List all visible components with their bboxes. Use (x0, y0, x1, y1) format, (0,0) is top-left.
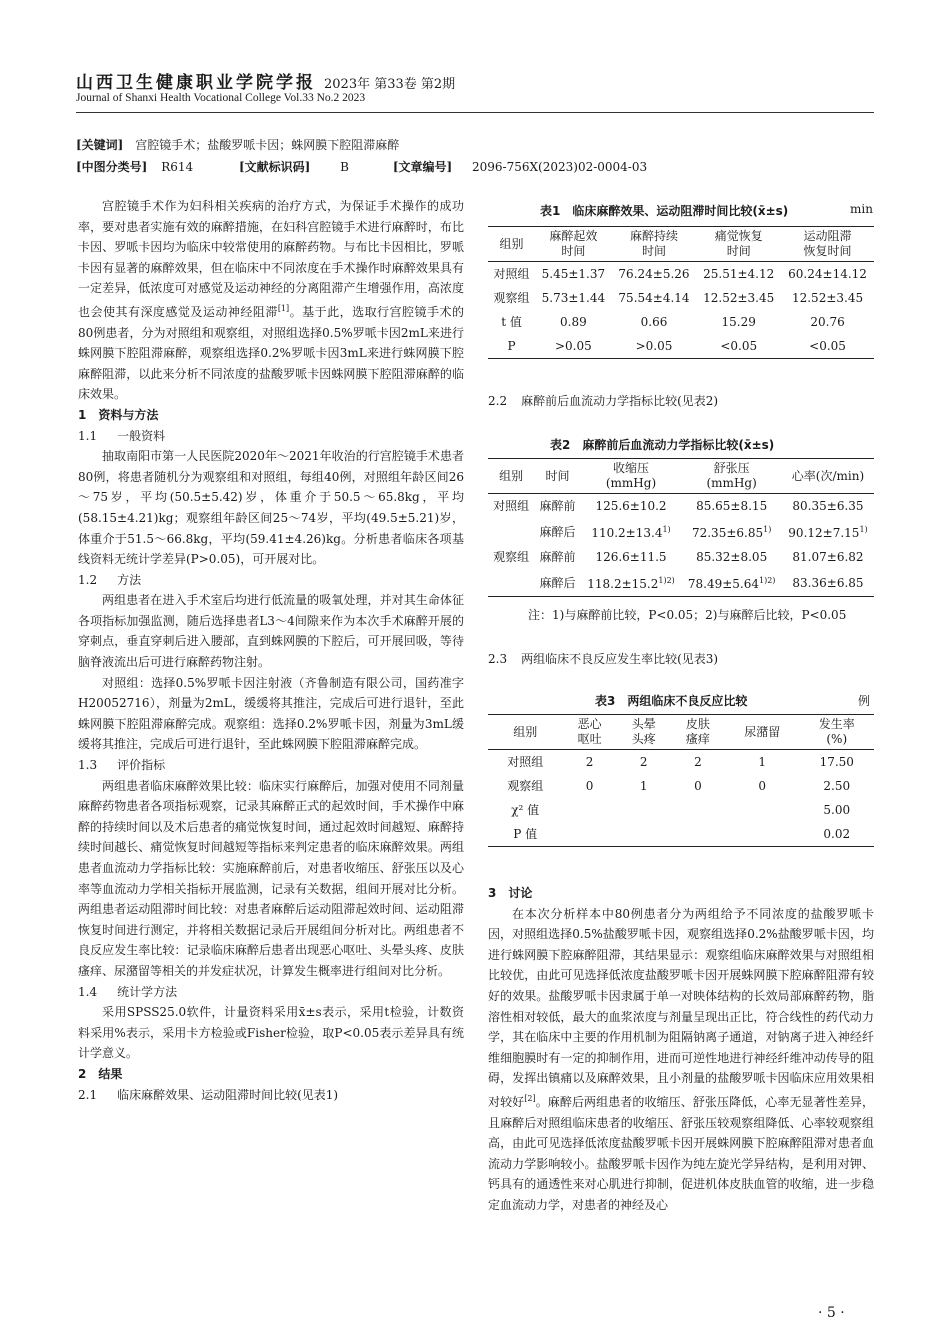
article-no-label: [文章编号] (392, 160, 453, 174)
table-cell: <0.05 (809, 339, 846, 353)
table-cell: 麻醉前 (539, 499, 576, 513)
table-cell (671, 798, 725, 822)
table-cell: 81.07±6.82 (792, 550, 864, 564)
table-header-cell: 尿潴留 (725, 715, 799, 750)
table-cell: 0 (758, 779, 767, 793)
section-heading: 2 结果 (78, 1066, 123, 1081)
paragraph: 采用SPSS25.0软件，计量资料采用x̄±s表示，采用t检验，计数资料采用%表示，采用卡方检验或Fisher检验，取P<0.05表示差异具有统计学意义。 (78, 1005, 464, 1061)
table-header-cell: 恶心 呕吐 (562, 715, 616, 750)
table-header-cell: 运动阻滞 恢复时间 (781, 227, 874, 262)
table-cell: 83.36±6.85 (792, 575, 864, 590)
table-cell (562, 822, 616, 847)
table3-unit: 例 (858, 694, 871, 708)
table-cell: 2.50 (823, 779, 851, 793)
section-heading: 1 资料与方法 (78, 407, 159, 422)
article-no-value: 2096-756X(2023)02-0004-03 (472, 160, 648, 174)
table-cell: P 值 (513, 827, 538, 841)
journal-name-en: Journal of Shanxi Health Vocational College Vol.33 No.2 2023 (76, 92, 366, 104)
table-cell (671, 822, 725, 847)
table-cell: 0.02 (823, 827, 851, 841)
table-group-cell: 观察组 (493, 550, 530, 564)
journal-title (76, 68, 455, 93)
table-header-cell: 头晕 头疼 (617, 715, 671, 750)
table-cell: 20.76 (810, 315, 845, 329)
table2-note: 注：1)与麻醉前比较，P<0.05；2)与麻醉后比较，P<0.05 (528, 608, 847, 622)
paragraph: 在本次分析样本中80例患者分为两组给予不同浓度的盐酸罗哌卡因，对照组选择0.5%盐酸罗哌卡因，观察组选择0.2%盐酸罗哌卡因，均进行蛛网膜下腔麻醉阻滞，其结果显示：观察组临床麻醉效果与对照组相比较优，由此可见选择低浓度盐酸罗哌卡因开展蛛网膜下腔麻醉阻滞有较好的效果。盐酸罗哌卡因隶属于单一对映体结构的长效局部麻醉药物，脂溶性相对较低，最大的血浆浓度与剂量呈现出正比，符合线性的药代动力学，其在临床中主要的作用机制为阻隔钠离子通道，对钠离子进入神经纤维细胞膜时有一定的抑制作用，进而可逆性地进行神经纤维冲动传导的阻碍，发挥出镇痛以及麻醉效果，且小剂量的盐酸罗哌卡因临床应用效果相对较好[2]。麻醉后两组患者的收缩压、舒张压降低，心率无显著性差异，且麻醉后对照组临床患者的收缩压、舒张压较观察组降低、心率较观察组高，由此可见选择低浓度盐酸罗哌卡因开展蛛网膜下腔麻醉阻滞对患者血流动力学影响较小。盐酸罗哌卡因作为纯左旋光学异结构，是利用对钾、钙具有的通透性来对心肌进行抑制，促进机体皮肤血管的收缩，进一步稳定血流动力学，对患者的神经及心 (488, 906, 874, 1212)
table-cell: 2 (639, 755, 648, 769)
table-cell: $90.12\pm 7.15^{1)}$ (788, 525, 868, 540)
footnote-mark: 1) (662, 525, 671, 534)
table-cell: 0.89 (560, 315, 587, 329)
table-cell: 5.73±1.44 (541, 291, 606, 305)
table-header-cell: 皮肤 瘙痒 (671, 715, 725, 750)
keywords: 宫腔镜手术；盐酸罗哌卡因；蛛网膜下腔阻滞麻醉 (135, 138, 400, 152)
paragraph: 抽取南阳市第一人民医院2020年～2021年收治的行宫腔镜手术患者80例，将患者随机分为观察组和对照组，每组40例，对照组年龄区间26～75岁，平均(50.5±5.42)岁，体重介于50.5～65.8kg，平均(58.15±4.21)kg；观察组年龄区间25～74岁，平均(49.5±5.21)岁，体重介于51.5～66.8kg，平均(59.41±4.26)kg。分析患者临床各项基线资料无统计学差异(P>0.05)，可开展对比。 (78, 449, 464, 567)
table-cell (725, 822, 799, 847)
table-cell: 126.6±11.5 (595, 550, 667, 564)
subsection-heading: 2.1 临床麻醉效果、运动阻滞时间比较(见表1) (78, 1087, 339, 1102)
table-header-cell: 发生率 (%) (799, 715, 874, 750)
table-cell (725, 798, 799, 822)
subsection-heading: 1.1 一般资料 (78, 428, 166, 443)
section-heading: 3 讨论 (488, 886, 533, 900)
table-cell: 17.50 (819, 755, 854, 769)
table-cell: 对照组 (507, 755, 544, 769)
subsection-heading: 1.4 统计学方法 (78, 984, 178, 999)
page-number: · 5 · (818, 1305, 845, 1321)
subsection-heading: 1.2 方法 (78, 572, 142, 587)
table-cell: 观察组 (507, 779, 544, 793)
table-header-cell: 组别 (488, 227, 535, 262)
table-cell: 12.52±3.45 (703, 291, 775, 305)
table-row (488, 310, 874, 334)
table-header-cell: 组别 (488, 459, 534, 494)
table-cell: 12.52±3.45 (791, 291, 864, 305)
table-cell (617, 798, 671, 822)
table-cell: 0 (694, 779, 702, 793)
table-header-cell: 舒张压 (mmHg) (681, 459, 782, 494)
intro-paragraph: 宫腔镜手术作为妇科相关疾病的治疗方式，为保证手术操作的成功率，要对患者实施有效的麻醉措施，在妇科宫腔镜手术进行麻醉时，布比卡因、罗哌卡因均为临床中较常使用的麻醉药物。与布比卡因相比，罗哌卡因有显著的麻醉效果，但在临床中不同浓度在手术操作时麻醉效果具有一定差异，低浓度可对感觉及运动神经的分离阻滞产生增强作用，高浓度也会使其有深度感觉及运动神经阻滞[1]。基于此，选取行宫腔镜手术的80例患者，分为对照组和观察组，对照组选择0.5%罗哌卡因2mL来进行蛛网膜下腔阻滞麻醉，观察组选择0.2%罗哌卡因3mL来进行蛛网膜下腔麻醉阻滞，以此来分析不同浓度的盐酸罗哌卡因蛛网膜下腔阻滞麻醉的临床效果。 (78, 199, 464, 402)
table1 (488, 226, 874, 359)
paragraph: 两组患者在进入手术室后均进行低流量的吸氧处理，并对其生命体征各项指标加强监测，随后选择患者L3～4间隙来作为本次手术麻醉开展的穿刺点，垂直穿刺后进入腰部，直到蛛网膜的下腔后，可开展回吸，等待脑脊液流出后可进行麻醉药物注射。 (78, 593, 464, 670)
table-cell: $118.2\pm 15.2^{1)2)}$ (587, 576, 675, 591)
table-cell (617, 822, 671, 847)
table-cell: 2 (694, 755, 702, 769)
table-cell: 25.51±4.12 (703, 267, 775, 281)
clc-label: [中图分类号] (76, 160, 148, 174)
table-cell: χ² 值 (511, 803, 540, 817)
table-row (488, 750, 874, 775)
table-cell: 麻醉后 (539, 575, 576, 590)
table-cell: 85.32±8.05 (696, 550, 768, 564)
table-cell: $78.49\pm 5.64^{1)2)}$ (687, 576, 776, 591)
doc-code-value: B (340, 160, 349, 174)
table-header-cell: 麻醉持续 时间 (612, 227, 697, 262)
clc-value: R614 (161, 160, 194, 174)
footnote-mark: 1)2) (658, 576, 675, 585)
table-cell: 5.45±1.37 (541, 267, 606, 281)
table-cell: 76.24±5.26 (618, 267, 690, 281)
table-row (488, 545, 874, 569)
table1-title: 表1 临床麻醉效果、运动阻滞时间比较(x̄±s) (540, 204, 789, 218)
table3-title: 表3 两组临床不良反应比较 (595, 694, 748, 708)
table-cell (562, 798, 616, 822)
discussion-section (488, 883, 874, 1216)
table-cell: >0.05 (554, 339, 592, 353)
table-row (488, 798, 874, 822)
table-cell: 2 (585, 755, 594, 769)
table-row (488, 822, 874, 847)
issue-info: 2023年 第33卷 第2期 (324, 77, 456, 92)
table-cell: 125.6±10.2 (595, 499, 667, 513)
doc-code-label: [文献标识码] (238, 160, 311, 174)
table-cell: 0.66 (640, 315, 668, 329)
table-cell: >0.05 (635, 339, 673, 353)
table-cell: 80.35±6.35 (792, 499, 864, 513)
keywords-line (76, 136, 399, 153)
footnote-mark: 1) (859, 525, 868, 534)
classification-line (76, 158, 647, 175)
table-cell: 60.24±14.12 (788, 267, 867, 281)
table-cell: t 值 (501, 315, 522, 329)
table-group-cell: 对照组 (493, 499, 530, 513)
subsection-heading-2-2: 2.2 麻醉前后血流动力学指标比较(见表2) (488, 394, 719, 408)
table-row (488, 262, 874, 287)
table-header-cell: 心率(次/min) (782, 459, 874, 494)
table-cell: $72.35\pm 6.85^{1)}$ (691, 525, 772, 540)
table-row (488, 774, 874, 798)
keywords-label: [关键词] (76, 138, 124, 152)
table2 (488, 458, 874, 597)
table-header-cell: 时间 (534, 459, 580, 494)
footnote-mark: 1)2) (759, 576, 776, 585)
table-cell: 0 (585, 779, 594, 793)
table-cell: 1 (639, 779, 648, 793)
table1-unit: min (850, 202, 873, 216)
table2-title: 表2 麻醉前后血流动力学指标比较(x̄±s) (550, 438, 775, 452)
table-row (488, 286, 874, 310)
table-cell: 对照组 (493, 267, 530, 281)
table-header-cell: 组别 (488, 715, 562, 750)
footnote-mark: 1) (763, 525, 772, 534)
table-row (488, 494, 874, 519)
table-cell: 85.65±8.15 (696, 499, 768, 513)
table-header-cell: 麻醉起效 时间 (535, 227, 612, 262)
left-column (78, 196, 464, 1105)
table-cell: <0.05 (720, 339, 758, 353)
table-cell: 1 (758, 755, 767, 769)
table-cell: 15.29 (721, 315, 756, 329)
table-cell: 5.00 (823, 803, 851, 817)
table-cell: 观察组 (493, 291, 530, 305)
table-row (488, 334, 874, 359)
table-row (488, 518, 874, 545)
paragraph: 对照组：选择0.5%罗哌卡因注射液（齐鲁制造有限公司，国药准字H20052716），剂量为2mL，缓缓将其推注，完成后可进行退针，至此蛛网膜下腔阻滞麻醉完成。观察组：选择0.2%罗哌卡因，剂量为3mL缓缓将其推注，完成后可进行退针，至此蛛网膜下腔阻滞麻醉完成。 (78, 675, 464, 752)
header-divider (76, 112, 874, 113)
table-cell: P (507, 339, 516, 353)
paragraph: 两组患者临床麻醉效果比较：临床实行麻醉后，加强对使用不同剂量麻醉药物患者各项指标观察，记录其麻醉正式的起效时间，手术操作中麻醉的持续时间以及术后患者的痛觉恢复时间，通过起效时间越短、麻醉持续时间越长、痛觉恢复时间越短等指标来判定患者的临床麻醉效果。两组患者血流动力学指标比较：实施麻醉前后，对患者收缩压、舒张压以及心率等血流动力学相关指标开展监测，记录有关数据，组间开展对比分析。两组患者运动阻滞时间比较：对患者麻醉后运动阻滞起效时间、运动阻滞恢复时间进行测定，并将相关数据记录后开展组间分析对比。两组患者不良反应发生率比较：记录临床麻醉后患者出现恶心呕吐、头晕头疼、皮肤瘙痒、尿潴留等相关的并发症状况，计算发生概率进行组间对比分析。 (78, 778, 464, 978)
table-cell: 麻醉前 (539, 550, 576, 564)
table3 (488, 714, 874, 847)
table-header-cell: 收缩压 (mmHg) (581, 459, 682, 494)
table-cell: $110.2\pm 13.4^{1)}$ (591, 525, 671, 540)
table-row (488, 569, 874, 597)
table-cell: 麻醉后 (539, 524, 576, 539)
subsection-heading-2-3: 2.3 两组临床不良反应发生率比较(见表3) (488, 652, 719, 666)
table-cell: 75.54±4.14 (618, 291, 690, 305)
table-header-cell: 痛觉恢复 时间 (696, 227, 781, 262)
subsection-heading: 1.3 评价指标 (78, 758, 166, 773)
journal-name-cn: 山西卫生健康职业学院学报 (76, 73, 316, 93)
